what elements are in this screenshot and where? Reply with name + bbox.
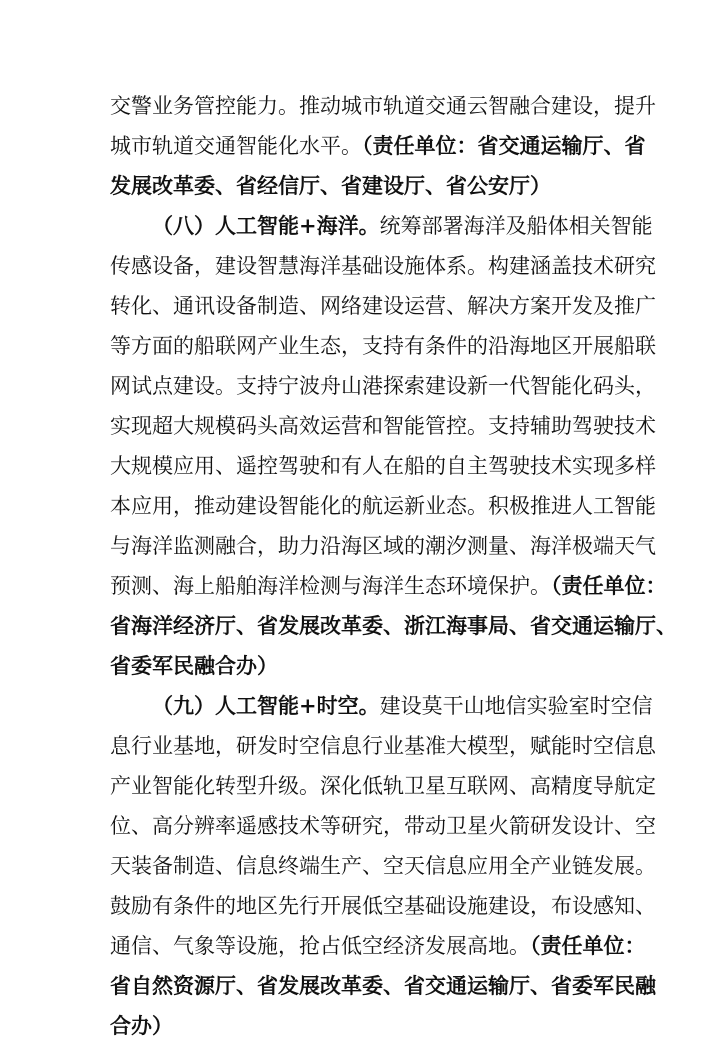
body-text: 与海洋监测融合，助力沿海区域的潮汐测量、海洋极端天气 [110,534,656,558]
responsible-units: 省自然资源厅、省发展改革委、省交通运输厅、省委军民融 [110,973,656,998]
responsible-units: 发展改革委、省经信厅、省建设厅、省公安厅） [110,173,551,198]
body-text: 建设莫干山地信实验室时空信 [379,694,653,718]
responsibility-label: （责任单位： [551,573,667,598]
responsibility-label: （责任单位： [530,933,646,958]
responsibility-label: （责任单位：省交通运输厅、省 [362,133,646,158]
body-text: 网试点建设。支持宁波舟山港探索建设新一代智能化码头， [110,374,656,398]
paragraph-line [110,86,656,126]
paragraph-line [110,286,656,326]
body-text: 位、高分辨率遥感技术等研究，带动卫星火箭研发设计、空 [110,814,656,838]
body-text: 预测、海上船舶海洋检测与海洋生态环境保护。 [110,574,551,598]
paragraph-line [110,726,656,766]
body-text: 城市轨道交通智能化水平。 [110,134,362,158]
paragraph-line [110,686,653,726]
paragraph-line [110,606,677,646]
section-heading: （八）人工智能+海洋。 [152,213,380,238]
paragraph-line [110,806,656,846]
body-text: 等方面的船联网产业生态，支持有条件的沿海地区开展船联 [110,334,656,358]
paragraph-line [110,926,646,966]
body-text: 息行业基地，研发时空信息行业基准大模型，赋能时空信息 [110,734,656,758]
paragraph-line [110,326,656,366]
paragraph-line [110,246,656,286]
paragraph-line [110,446,656,486]
body-text: 实现超大规模码头高效运营和智能管控。支持辅助驾驶技术 [110,414,656,438]
body-text: 传感设备，建设智慧海洋基础设施体系。构建涵盖技术研究 [110,254,656,278]
paragraph-line [110,566,667,606]
body-text: 产业智能化转型升级。深化低轨卫星互联网、高精度导航定 [110,774,656,798]
paragraph-line [110,526,656,566]
body-text: 通信、气象等设施，抢占低空经济发展高地。 [110,934,530,958]
body-text: 转化、通讯设备制造、网络建设运营、解决方案开发及推广 [110,294,656,318]
paragraph-line [110,966,656,1006]
body-text: 鼓励有条件的地区先行开展低空基础设施建设，布设感知、 [110,894,656,918]
body-text: 本应用，推动建设智能化的航运新业态。积极推进人工智能 [110,494,656,518]
document-body [110,86,677,1046]
section-heading: （九）人工智能+时空。 [152,693,380,718]
paragraph-line [110,406,656,446]
body-text: 统筹部署海洋及船体相关智能 [379,214,653,238]
paragraph-line [110,126,646,166]
paragraph-line [110,366,656,406]
paragraph-line [110,886,656,926]
responsible-units: 省海洋经济厅、省发展改革委、浙江海事局、省交通运输厅、 [110,613,677,638]
paragraph-line [110,1006,620,1046]
paragraph-line [110,846,656,886]
responsible-units: 合办） [110,1013,173,1038]
body-text: 天装备制造、信息终端生产、空天信息应用全产业链发展。 [110,854,656,878]
paragraph-line [110,766,656,806]
paragraph-line [110,486,656,526]
body-text: 大规模应用、遥控驾驶和有人在船的自主驾驶技术实现多样 [110,454,656,478]
paragraph-line [110,166,620,206]
body-text: 交警业务管控能力。推动城市轨道交通云智融合建设，提升 [110,94,656,118]
paragraph-line [110,206,653,246]
paragraph-line [110,646,620,686]
responsible-units: 省委军民融合办） [110,653,278,678]
